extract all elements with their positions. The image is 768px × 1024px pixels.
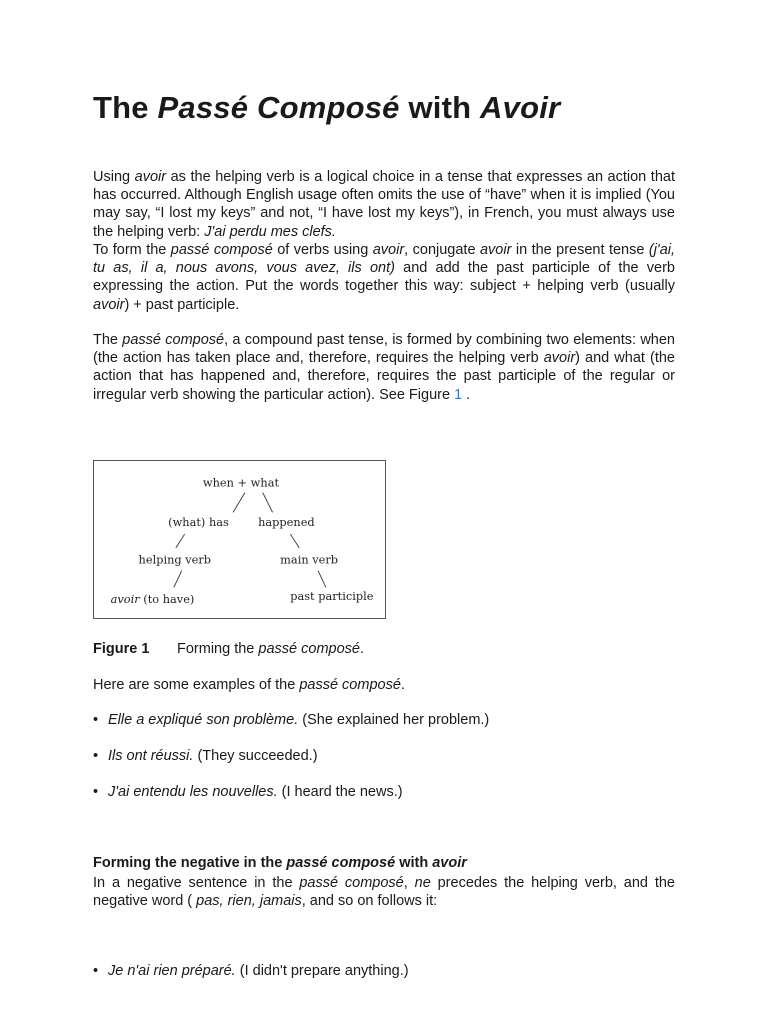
paragraph-compound: The passé composé, a compound past tense, is formed by combining two elements: when (the action has taken place and, therefore, requires the helping verb avoir) and what (the action that has happened and, therefore, requires the past participle of the regular or irregular verb showing the particular action). See Figure 1 . (93, 332, 675, 403)
edge-left2-left3 (174, 571, 182, 588)
list-item: • Ils ont réussi. (They succeeded.) (93, 748, 318, 764)
edge-right2-right3 (318, 571, 326, 588)
list-item: • Elle a expliqué son problème. (She explained her problem.) (93, 712, 490, 728)
figure-link[interactable]: 1 (454, 386, 463, 403)
node-root: when + what (202, 475, 280, 490)
node-left1: (what) has (168, 515, 229, 530)
page-title: The Passé Composé with Avoir (93, 90, 561, 125)
list-item: • J'ai entendu les nouvelles. (I heard the news.) (93, 784, 403, 800)
paragraph-intro: Using avoir as the helping verb is a logical choice in a tense that expresses an action that has occurred. Although English usage often omits the use of “have” when it is implied (You may say, “I lost my keys” and not, “I have lost my keys”), in French, you must always use the helping verb: J'ai perdu mes clefs. (93, 169, 675, 240)
edge-right1-right2 (290, 534, 299, 548)
paragraph-form: To form the passé composé of verbs using avoir, conjugate avoir in the present tense (j'ai, tu as, il a, nous avons, vous avez, ils ont) and add the past participle of the verb expressing the action. Put the words together this way: subject + helping verb (usually avoir) + past participle. (93, 242, 676, 313)
node-right3: past participle (290, 589, 374, 604)
caption-text: Forming the passé composé. (177, 641, 364, 657)
node-left3: avoir (to have) (110, 592, 195, 607)
paragraph-negative: In a negative sentence in the passé composé, ne precedes the helping verb, and the negative word ( pas, rien, jamais, and so on follows it: (93, 875, 676, 910)
node-left2: helping verb (138, 552, 212, 567)
section-heading-negative: Forming the negative in the passé composé with avoir (93, 855, 467, 871)
examples-intro: Here are some examples of the passé composé. (93, 677, 405, 693)
edge-left1-left2 (176, 534, 185, 548)
caption-number: Figure 1 (93, 641, 150, 657)
node-right2: main verb (280, 552, 339, 567)
list-item: • Je n'ai rien préparé. (I didn't prepare anything.) (93, 963, 409, 979)
edge-root-right (263, 493, 273, 513)
edge-root-left (233, 493, 245, 513)
figure-diagram (93, 460, 386, 619)
figure-caption (93, 641, 364, 657)
tree-diagram (94, 461, 385, 618)
node-right1: happened (258, 515, 315, 530)
